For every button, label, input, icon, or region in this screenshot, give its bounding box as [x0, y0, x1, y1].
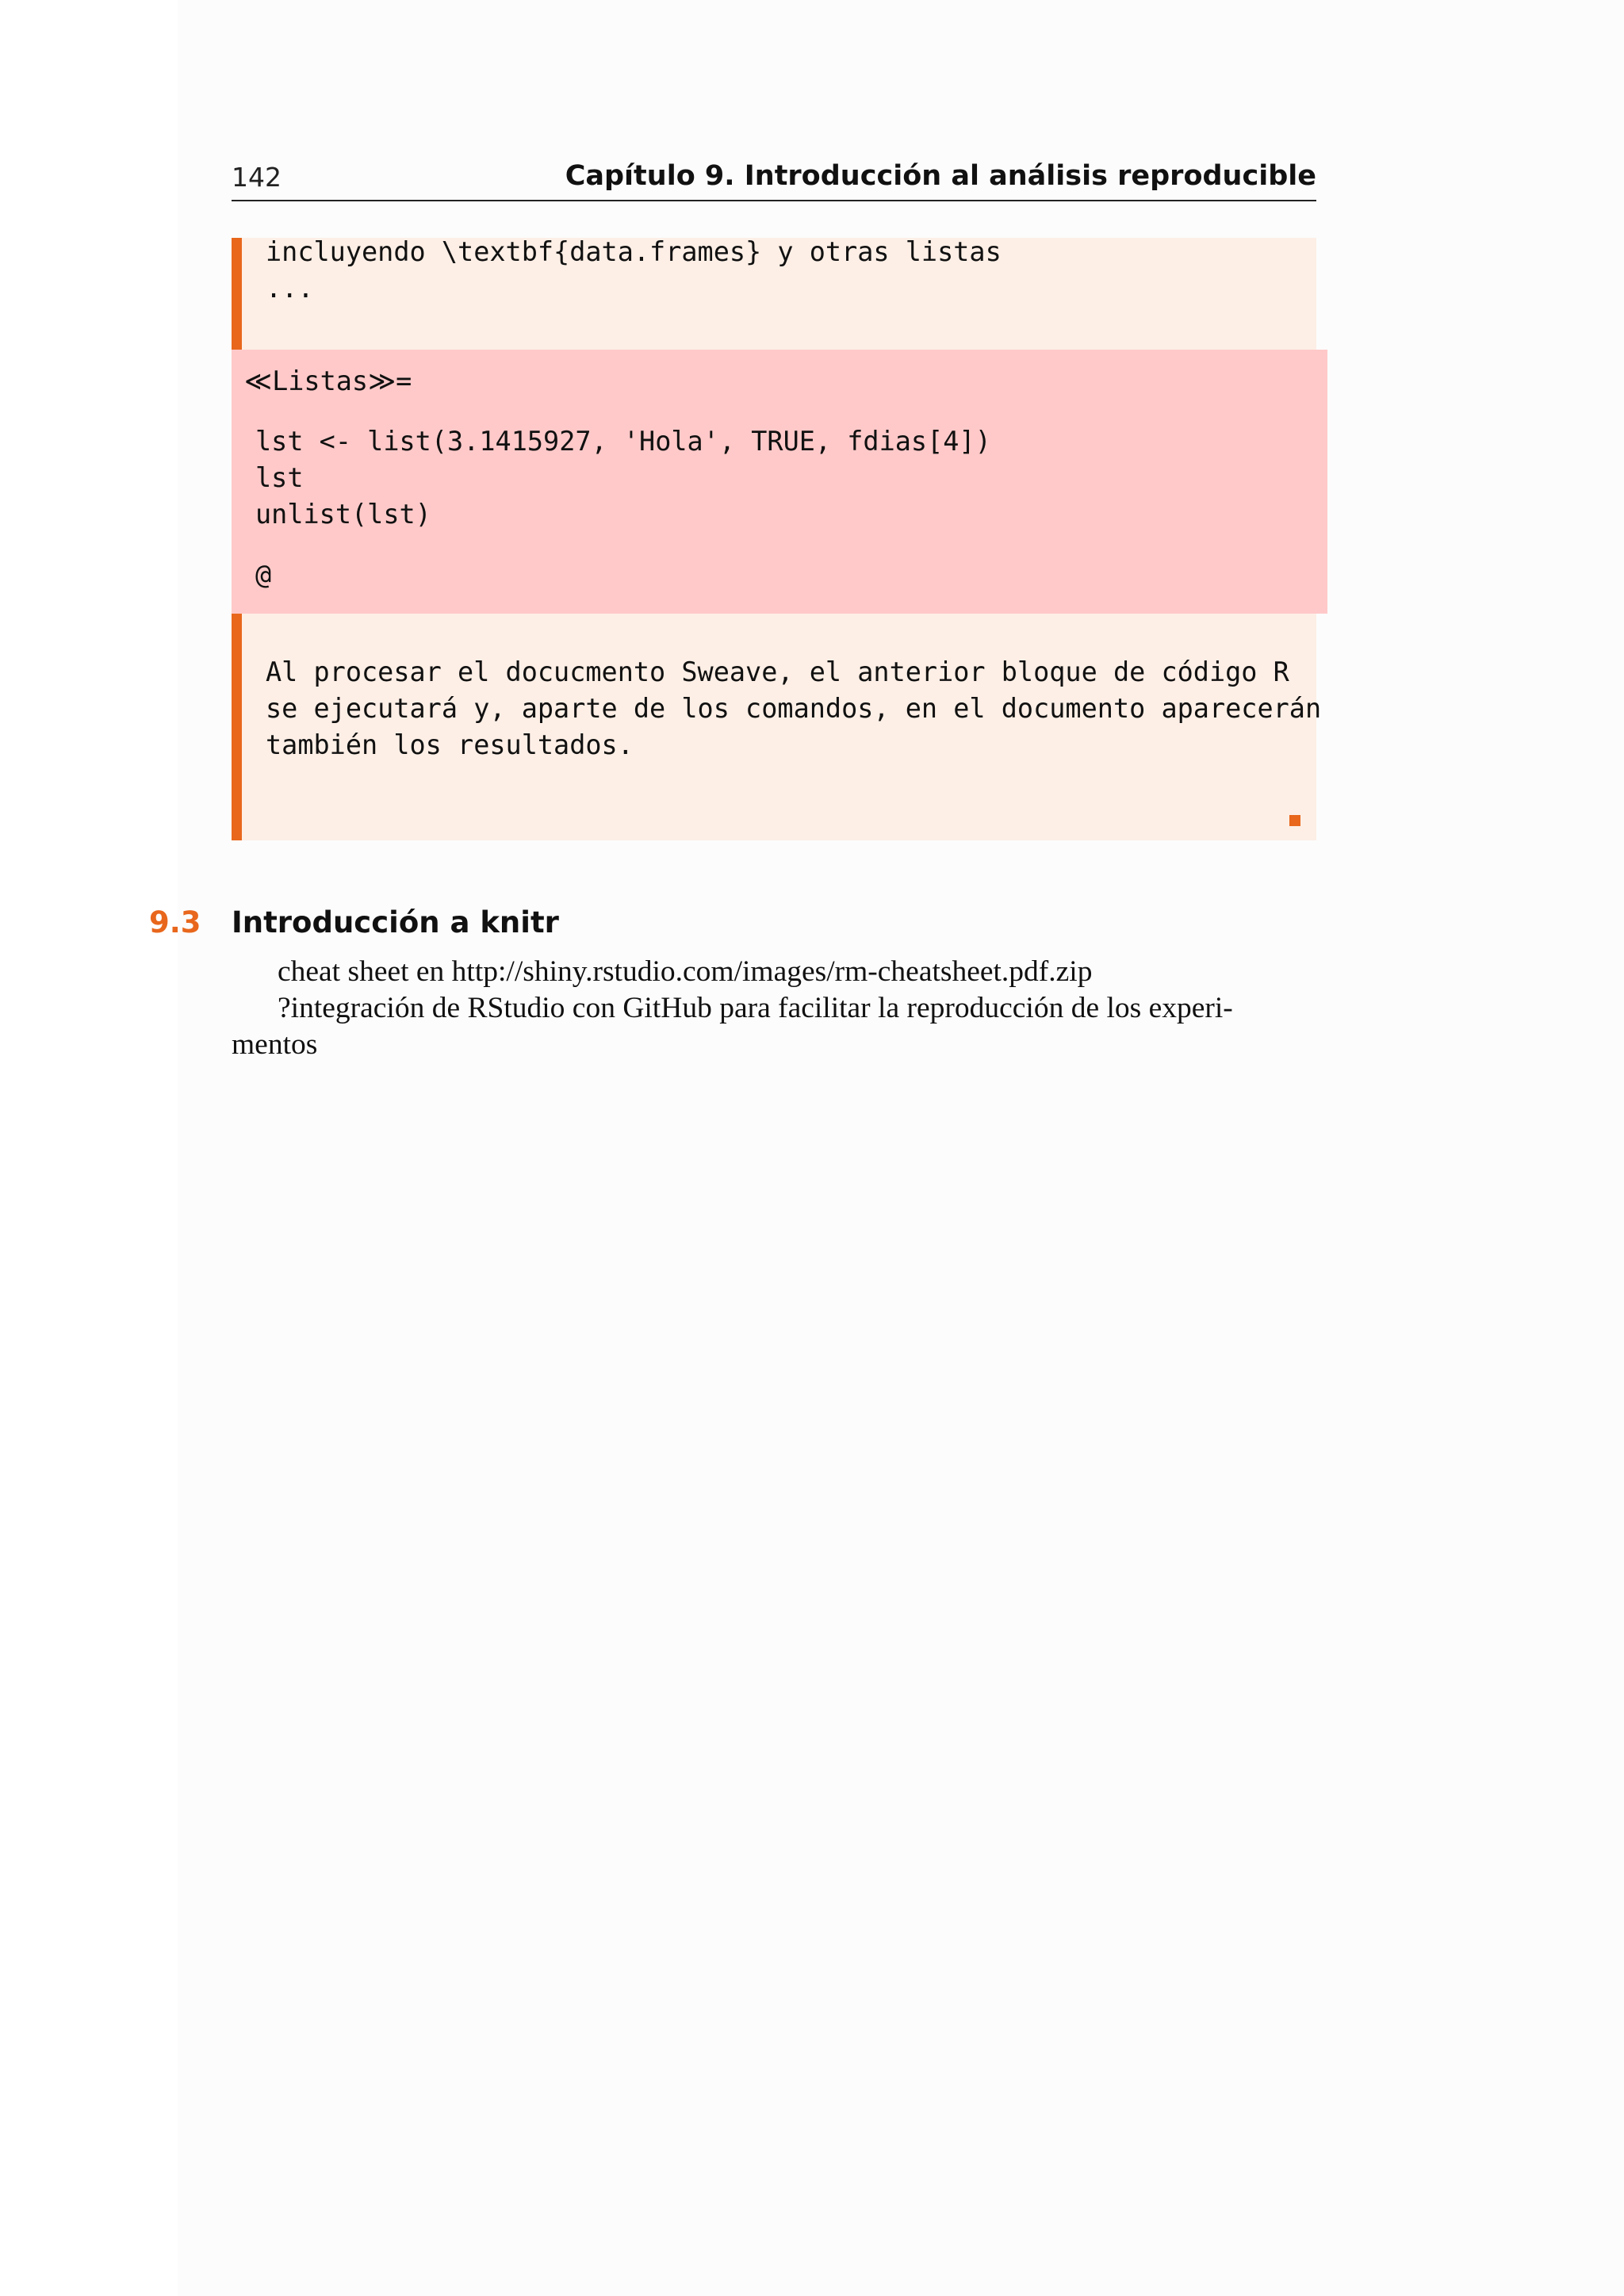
chunk-end: @: [255, 559, 272, 590]
section-title: Introducción a knitr: [232, 905, 559, 939]
code-line: se ejecutará y, aparte de los comandos, en el documento aparecerán: [266, 693, 1322, 724]
code-box-bottom: [232, 614, 1322, 840]
section-number: 9.3: [149, 905, 201, 939]
code-line: Al procesar el docucmento Sweave, el anterior bloque de código R: [266, 656, 1289, 687]
end-of-box-marker: [1289, 815, 1300, 826]
paragraph-line: mentos: [232, 1028, 318, 1061]
paragraph-line: cheat sheet en http://shiny.rstudio.com/images/rm-cheatsheet.pdf.zip: [278, 955, 1093, 988]
code-line: lst: [255, 462, 304, 493]
code-line: lst <- list(3.1415927, 'Hola', TRUE, fdias[4]): [255, 426, 991, 457]
chunk-header: ≪Listas≫=: [244, 365, 412, 396]
paragraph-line: ?integración de RStudio con GitHub para facilitar la reproducción de los experi-: [278, 992, 1233, 1024]
code-chunk: [232, 350, 1327, 614]
code-box-top: [232, 238, 1316, 350]
code-line: ...: [266, 273, 314, 304]
running-header: [232, 159, 1316, 201]
page-number: 142: [232, 162, 282, 193]
code-line: también los resultados.: [266, 729, 634, 760]
code-line: incluyendo \textbf{data.frames} y otras listas: [266, 236, 1002, 267]
code-line: unlist(lst): [255, 499, 431, 530]
chapter-title: Capítulo 9. Introducción al análisis reproducible: [565, 160, 1316, 192]
